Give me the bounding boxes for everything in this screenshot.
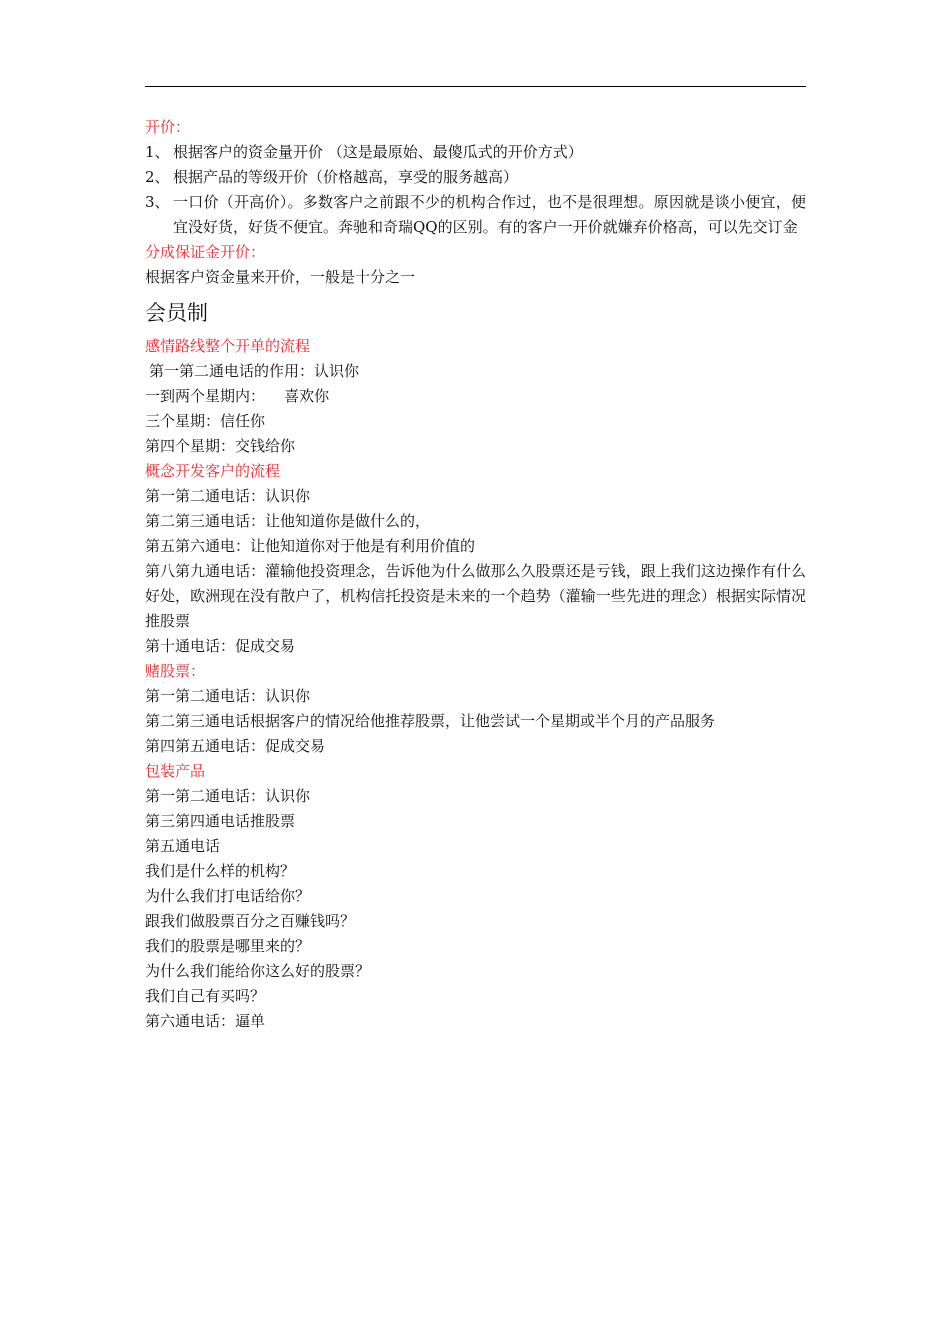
packaging-line: 第五通电话 — [145, 837, 221, 855]
list-item-text: 根据产品的等级开价（价格越高，享受的服务越高） — [173, 168, 519, 186]
packaging-line: 我们自己有买吗？ — [145, 987, 266, 1005]
deposit-text: 根据客户资金量来开价，一般是十分之一 — [145, 268, 416, 286]
packaging-line: 第三第四通电话推股票 — [145, 812, 296, 830]
emotional-route-line: 第一第二通电话的作用：认识你 — [149, 362, 360, 380]
deposit-heading: 分成保证金开价： — [145, 243, 266, 261]
stock-bet-heading: 赌股票： — [145, 662, 206, 680]
concept-dev-heading: 概念开发客户的流程 — [145, 462, 281, 480]
pricing-heading: 开价： — [145, 118, 191, 136]
packaging-line: 跟我们做股票百分之百赚钱吗？ — [145, 912, 356, 930]
header-rule — [145, 86, 806, 87]
concept-dev-paragraph: 第八第九通电话：灌输他投资理念，告诉他为什么做那么久股票还是亏钱，跟上我们这边操作有什么好处，欧洲现在没有散户了，机构信托投资是未来的一个趋势（灌输一些先进的理念）根据实际情况推股票 — [145, 562, 806, 630]
stock-bet-line: 第四第五通电话：促成交易 — [145, 737, 326, 755]
membership-title: 会员制 — [145, 301, 208, 325]
document-body — [145, 115, 806, 1034]
stock-bet-line: 第一第二通电话：认识你 — [145, 687, 311, 705]
packaging-heading: 包装产品 — [145, 762, 206, 780]
pricing-item-3 — [145, 190, 806, 240]
concept-dev-line: 第五第六通电：让他知道你对于他是有利用价值的 — [145, 537, 476, 555]
emotional-route-line: 三个星期：信任你 — [145, 412, 266, 430]
packaging-line: 为什么我们能给你这么好的股票？ — [145, 962, 371, 980]
concept-dev-line: 第十通电话：促成交易 — [145, 637, 296, 655]
list-number: 2、 — [145, 168, 170, 186]
list-item-text: 一口价（开高价）。多数客户之前跟不少的机构合作过，也不是很理想。原因就是谈小便宜，便宜没好货，好货不便宜。奔驰和奇瑞QQ的区别。有的客户一开价就嫌弃价格高，可以先交订金 — [173, 193, 806, 236]
emotional-route-line: 一到两个星期内： 喜欢你 — [145, 387, 330, 405]
pricing-item-2 — [145, 165, 806, 190]
packaging-line: 第六通电话：逼单 — [145, 1012, 266, 1030]
list-number: 3、 — [145, 193, 170, 211]
pricing-item-1 — [145, 140, 806, 165]
list-number: 1、 — [145, 143, 170, 161]
packaging-line: 我们的股票是哪里来的？ — [145, 937, 311, 955]
stock-bet-line: 第二第三通电话根据客户的情况给他推荐股票，让他尝试一个星期或半个月的产品服务 — [145, 712, 716, 730]
packaging-line: 为什么我们打电话给你？ — [145, 887, 311, 905]
list-item-text: 根据客户的资金量开价 （这是最原始、最傻瓜式的开价方式） — [173, 143, 583, 161]
concept-dev-line: 第二第三通电话：让他知道你是做什么的， — [145, 512, 431, 530]
concept-dev-line: 第一第二通电话：认识你 — [145, 487, 311, 505]
packaging-line: 第一第二通电话：认识你 — [145, 787, 311, 805]
packaging-line: 我们是什么样的机构？ — [145, 862, 296, 880]
emotional-route-heading: 感情路线整个开单的流程 — [145, 337, 311, 355]
emotional-route-line: 第四个星期：交钱给你 — [145, 437, 296, 455]
